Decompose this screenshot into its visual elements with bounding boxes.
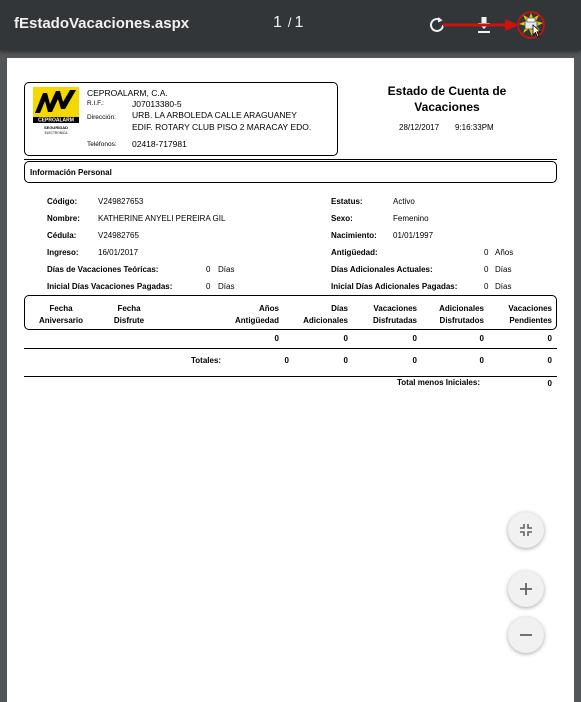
zoom-in-button[interactable] [508, 571, 544, 607]
report-date: 28/12/2017 [399, 123, 440, 132]
total-menos-iniciales-value: 0 [547, 379, 552, 388]
phone-value: 02418-717981 [132, 139, 187, 149]
col-header-vac-pendientes-2: Pendientes [509, 316, 552, 325]
zoom-in-icon [518, 581, 534, 597]
dias-adic-actuales-value: 0 [484, 265, 489, 274]
col-header-fecha-disfrute-1: Fecha [117, 304, 141, 313]
col-header-dias-adic-2: Adicionales [303, 316, 348, 325]
pdf-toolbar [0, 0, 581, 50]
nacimiento-value: 01/01/1997 [393, 231, 434, 240]
total-dias-adic: 0 [343, 356, 348, 365]
cell-vac-pendientes: 0 [547, 334, 552, 343]
current-page[interactable]: 1 [273, 14, 282, 31]
col-header-vac-disfrutadas-1: Vacaciones [373, 304, 417, 313]
ingreso-label: Ingreso: [47, 248, 79, 257]
total-adic-disfrutados: 0 [479, 356, 484, 365]
address-line2: EDIF. ROTARY CLUB PISO 2 MARACAY EDO. [132, 122, 312, 132]
document-title: fEstadoVacaciones.aspx [14, 15, 190, 32]
inicial-adic-pagadas-label: Inicial Días Adicionales Pagadas: [331, 282, 458, 291]
divider [24, 159, 557, 160]
inicial-pagadas-unit: Días [218, 282, 235, 291]
inicial-adic-pagadas-unit: Días [495, 282, 512, 291]
sexo-label: Sexo: [331, 214, 353, 223]
print-icon [516, 10, 546, 40]
nacimiento-label: Nacimiento: [331, 231, 377, 240]
zoom-out-icon [518, 627, 534, 643]
dias-teoricas-label: Días de Vacaciones Teóricas: [47, 265, 159, 274]
cell-adic-disfrutados: 0 [479, 334, 484, 343]
codigo-label: Código: [47, 197, 78, 206]
col-header-adic-disfrutados-1: Adicionales [439, 304, 484, 313]
total-vac-pendientes: 0 [547, 356, 552, 365]
antiguedad-value: 0 [484, 248, 489, 257]
divider [24, 376, 557, 377]
svg-text:CEPROALARM: CEPROALARM [38, 117, 74, 124]
fit-to-page-icon [517, 521, 535, 539]
nombre-value: KATHERINE ANYELI PEREIRA GIL [98, 214, 226, 223]
dias-teoricas-value: 0 [206, 265, 211, 274]
col-header-vac-disfrutadas-2: Disfrutadas [372, 316, 417, 325]
company-name: CEPROALARM, C.A. [87, 88, 168, 98]
dias-adic-actuales-unit: Días [495, 265, 512, 274]
page-separator: / [287, 15, 292, 30]
phone-label: Teléfonos: [87, 141, 117, 148]
total-vac-disfrutadas: 0 [412, 356, 417, 365]
cell-dias-adic: 0 [343, 334, 348, 343]
col-header-fecha-aniversario-2: Aniversario [38, 316, 84, 325]
col-header-fecha-aniversario-1: Fecha [49, 304, 73, 313]
page-indicator [273, 14, 303, 32]
report-title-line2: Vacaciones [414, 100, 480, 114]
report-time: 9:16:33PM [455, 123, 494, 132]
pdf-page [7, 58, 574, 702]
cedula-label: Cédula: [47, 231, 77, 240]
codigo-value: V249827653 [98, 197, 144, 206]
rif-value: J07013380-5 [132, 99, 182, 109]
nombre-label: Nombre: [47, 214, 80, 223]
svg-text:SEGURIDAD: SEGURIDAD [43, 125, 69, 130]
print-button[interactable] [516, 10, 546, 40]
report-title-line1: Estado de Cuenta de [387, 84, 507, 98]
inicial-adic-pagadas-value: 0 [484, 282, 489, 291]
address-label: Dirección: [87, 114, 116, 121]
total-pages: 1 [294, 14, 304, 31]
col-header-fecha-disfrute-2: Disfrute [113, 316, 145, 325]
col-header-anos-2: Antigüedad [235, 316, 279, 325]
dias-teoricas-unit: Días [218, 265, 235, 274]
inicial-pagadas-label: Inicial Días Vacaciones Pagadas: [47, 282, 173, 291]
sexo-value: Femenino [393, 214, 429, 223]
cell-vac-disfrutadas: 0 [412, 334, 417, 343]
antiguedad-label: Antigüedad: [331, 248, 378, 257]
col-header-anos-1: Años [259, 304, 279, 313]
inicial-pagadas-value: 0 [206, 282, 211, 291]
total-menos-iniciales-label: Total menos Iniciales: [397, 378, 480, 387]
company-logo [33, 87, 79, 137]
personal-section-title: Información Personal [30, 168, 112, 177]
estatus-value: Activo [393, 197, 415, 206]
cell-anos: 0 [274, 334, 279, 343]
rif-label: R.I.F.: [87, 100, 104, 107]
divider [24, 348, 557, 349]
svg-text:ELECTRONICA: ELECTRONICA [44, 131, 68, 135]
col-header-vac-pendientes-1: Vacaciones [508, 304, 552, 313]
cedula-value: V24982765 [98, 231, 139, 240]
address-line1: URB. LA ARBOLEDA CALLE ARAGUANEY [132, 110, 297, 120]
estatus-label: Estatus: [331, 197, 363, 206]
fit-to-page-button[interactable] [508, 512, 544, 548]
dias-adic-actuales-label: Días Adicionales Actuales: [331, 265, 433, 274]
zoom-out-button[interactable] [508, 617, 544, 653]
col-header-adic-disfrutados-2: Disfrutados [439, 316, 484, 325]
totals-label: Totales: [191, 356, 222, 365]
ingreso-value: 16/01/2017 [98, 248, 139, 257]
logo-image [33, 87, 79, 137]
antiguedad-unit: Años [495, 248, 514, 257]
annotation-arrow [443, 18, 521, 32]
col-header-dias-adic-1: Días [331, 304, 348, 313]
total-anos: 0 [284, 356, 289, 365]
